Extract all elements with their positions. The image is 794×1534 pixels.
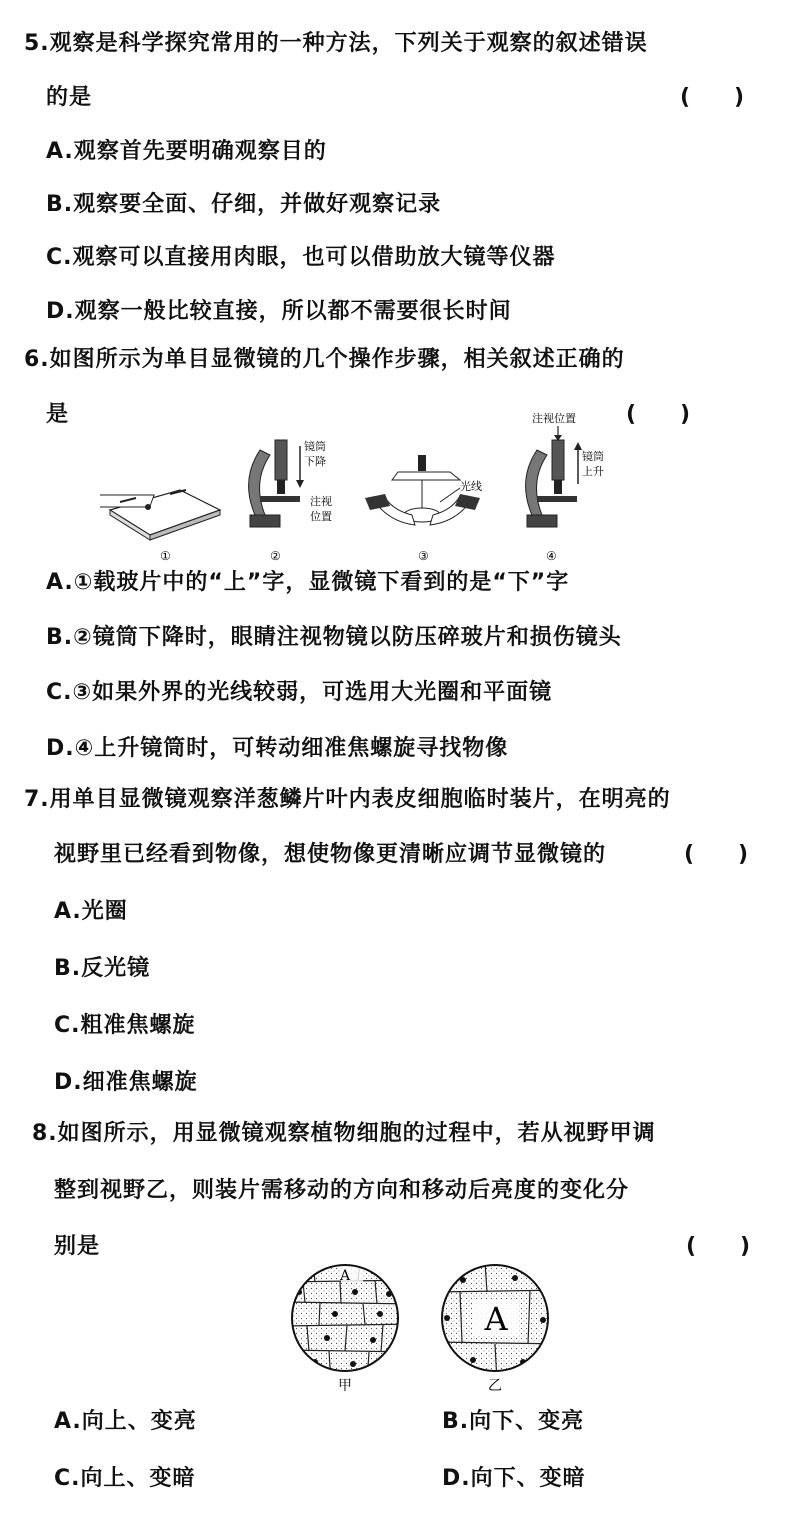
q7-option-d[interactable]: D.细准焦螺旋 <box>54 1070 198 1095</box>
q7-stem-line1: 7.用单目显微镜观察洋葱鳞片叶内表皮细胞临时装片，在明亮的 <box>24 787 671 812</box>
q6-option-a[interactable]: A.①载玻片中的“上”字，显微镜下看到的是“下”字 <box>46 570 570 595</box>
q7-option-b[interactable]: B.反光镜 <box>54 956 151 981</box>
field-yi-marker: A <box>484 1300 508 1338</box>
step4-caption: ④ <box>546 549 557 563</box>
step4-label-up: 上升 <box>582 465 604 478</box>
field-jia-marker: A <box>339 1268 351 1284</box>
field-of-view-figure <box>285 1262 565 1402</box>
q6-stem-line1: 6.如图所示为单目显微镜的几个操作步骤，相关叙述正确的 <box>24 347 625 372</box>
q5-option-c[interactable]: C.观察可以直接用肉眼，也可以借助放大镜等仪器 <box>46 245 556 270</box>
step1-caption: ① <box>160 549 171 563</box>
step2-label-down: 下降 <box>304 455 326 468</box>
field-yi-caption: 乙 <box>488 1378 502 1394</box>
q8-stem-line2: 整到视野乙，则装片需移动的方向和移动后亮度的变化分 <box>54 1178 630 1203</box>
q8-answer-blank[interactable]: ( ) <box>686 1234 751 1259</box>
step4-label-tube: 镜筒 <box>582 450 604 463</box>
field-yi <box>435 1262 565 1382</box>
step3-label-light: 光线 <box>460 480 482 493</box>
q8-option-a[interactable]: A.向上、变亮 <box>54 1409 197 1434</box>
step2-caption: ② <box>270 549 281 563</box>
q6-option-c[interactable]: C.③如果外界的光线较弱，可选用大光圈和平面镜 <box>46 680 553 705</box>
q8-option-b[interactable]: B.向下、变亮 <box>442 1409 585 1434</box>
q7-answer-blank[interactable]: ( ) <box>684 842 749 867</box>
q5-option-b[interactable]: B.观察要全面、仔细，并做好观察记录 <box>46 192 442 217</box>
q5-stem-line2: 的是 <box>46 85 93 110</box>
field-jia <box>285 1262 415 1382</box>
q8-option-c[interactable]: C.向上、变暗 <box>54 1466 196 1491</box>
q6-stem-line2: 是 <box>46 402 70 427</box>
q7-stem-line2: 视野里已经看到物像，想使物像更清晰应调节显微镜的 <box>54 842 607 867</box>
microscope-steps-figure <box>100 410 640 570</box>
step4-microscope-illustration <box>526 426 582 527</box>
step4-label-watch: 注视位置 <box>532 412 576 425</box>
step2-label-tube: 镜筒 <box>304 440 326 453</box>
q7-option-a[interactable]: A.光圈 <box>54 899 128 924</box>
q5-answer-blank[interactable]: ( ) <box>680 85 745 110</box>
q6-option-b[interactable]: B.②镜筒下降时，眼睛注视物镜以防压碎玻片和损伤镜头 <box>46 625 622 650</box>
q6-answer-blank[interactable]: ( ) <box>626 402 691 427</box>
field-jia-caption: 甲 <box>338 1378 352 1394</box>
q7-option-c[interactable]: C.粗准焦螺旋 <box>54 1013 196 1038</box>
q8-stem-line3: 别是 <box>54 1234 101 1259</box>
step2-label-watch: 注视 <box>310 495 332 508</box>
q5-stem-line1: 5.观察是科学探究常用的一种方法，下列关于观察的叙述错误 <box>24 31 648 56</box>
step2-label-position: 位置 <box>310 510 332 523</box>
step2-microscope-illustration <box>249 440 304 527</box>
step3-caption: ③ <box>418 549 429 563</box>
q5-option-a[interactable]: A.观察首先要明确观察目的 <box>46 139 327 164</box>
step1-stage-illustration <box>100 490 220 540</box>
q5-option-d[interactable]: D.观察一般比较直接，所以都不需要很长时间 <box>46 299 512 324</box>
q8-stem-line1: 8.如图所示，用显微镜观察植物细胞的过程中，若从视野甲调 <box>32 1121 656 1146</box>
q8-option-d[interactable]: D.向下、变暗 <box>442 1466 586 1491</box>
q6-option-d[interactable]: D.④上升镜筒时，可转动细准焦螺旋寻找物像 <box>46 736 509 761</box>
